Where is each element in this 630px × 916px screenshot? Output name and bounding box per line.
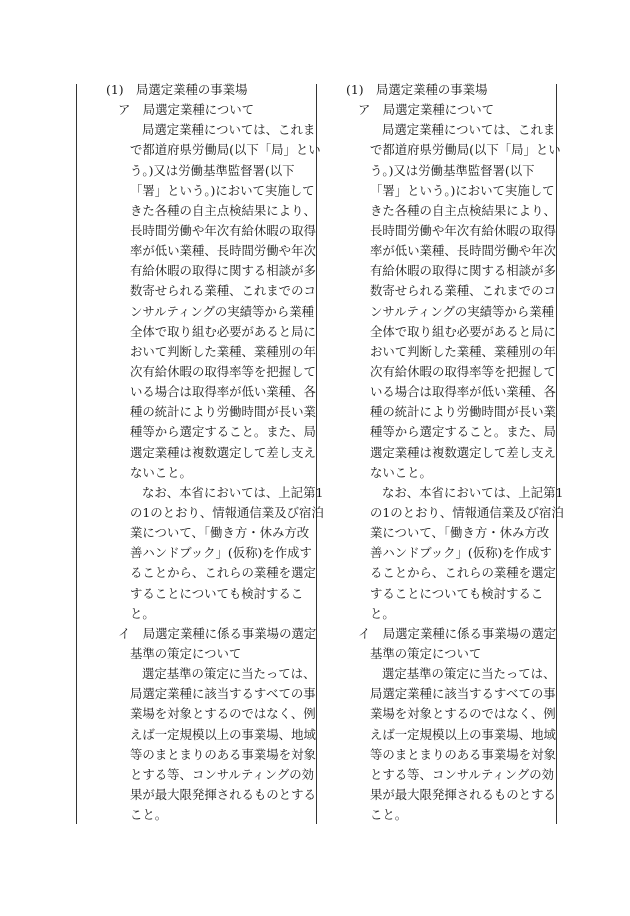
left-column xyxy=(88,80,324,825)
paragraph-line: なお、本省においては、上記第1 xyxy=(382,484,564,500)
item-a-heading: ア 局選定業種について xyxy=(358,102,495,118)
paragraph-line: いる場合は取得率が低い業種、各 xyxy=(130,384,316,400)
paragraph-line: 数寄せられる業種、これまでのコ xyxy=(130,283,316,299)
paragraph-line: えば一定規模以上の事業場、地域 xyxy=(130,726,316,742)
section-heading: (1) 局選定業種の事業場 xyxy=(106,82,248,97)
paragraph-line: 長時間労働や年次有給休暇の取得 xyxy=(130,222,316,238)
paragraph-line: 種等から選定すること。また、局 xyxy=(130,424,316,440)
paragraph-line: 率が低い業種、長時間労働や年次 xyxy=(130,243,316,259)
paragraph-line: 等のまとまりのある事業場を対象 xyxy=(130,746,316,762)
paragraph-line: ることから、これらの業種を選定 xyxy=(370,565,556,581)
paragraph-line: で都道府県労働局(以下「局」とい xyxy=(130,142,321,158)
item-b-heading: イ 局選定業種に係る事業場の選定 xyxy=(118,625,317,641)
paragraph-line: ンサルティングの実績等から業種 xyxy=(130,303,314,319)
paragraph-line: とする等、コンサルティングの効 xyxy=(130,766,314,782)
paragraph-line: 率が低い業種、長時間労働や年次 xyxy=(370,243,556,259)
paragraph-line: 選定基準の策定に当たっては、 xyxy=(142,666,316,682)
paragraph-line: きた各種の自主点検結果により、 xyxy=(370,202,556,218)
paragraph-line: 局選定業種については、これま xyxy=(382,122,556,138)
right-border-line xyxy=(556,84,557,824)
paragraph-line: 全体で取り組む必要があると局に xyxy=(130,323,316,339)
paragraph-line: う。)又は労働基準監督署(以下 xyxy=(130,162,295,178)
paragraph-line: おいて判断した業種、業種別の年 xyxy=(370,343,556,359)
item-a-heading: ア 局選定業種について xyxy=(118,102,255,118)
paragraph-line: 「署」という。)において実施して xyxy=(130,182,315,198)
item-b-heading: イ 局選定業種に係る事業場の選定 xyxy=(358,625,557,641)
paragraph-line: ないこと。 xyxy=(370,464,432,480)
paragraph-line: 種等から選定すること。また、局 xyxy=(370,424,556,440)
center-divider-line xyxy=(316,84,317,824)
paragraph-line: 局選定業種に該当するすべての事 xyxy=(370,686,556,702)
paragraph-line: 種の統計により労働時間が長い業 xyxy=(370,404,556,420)
right-column xyxy=(328,80,564,825)
paragraph-line: と。 xyxy=(370,605,395,621)
left-border-line xyxy=(76,84,77,824)
item-b-heading-continued: 基準の策定について xyxy=(130,645,242,661)
paragraph-line: することについても検討するこ xyxy=(130,585,304,601)
paragraph-line: 業について、「働き方・休み方改 xyxy=(370,525,550,541)
paragraph-line: こと。 xyxy=(370,807,408,823)
paragraph-line: 善ハンドブック」(仮称)を作成す xyxy=(130,545,312,561)
paragraph-line: 数寄せられる業種、これまでのコ xyxy=(370,283,556,299)
paragraph-line: いる場合は取得率が低い業種、各 xyxy=(370,384,556,400)
paragraph-line: う。)又は労働基準監督署(以下 xyxy=(370,162,535,178)
paragraph-line: おいて判断した業種、業種別の年 xyxy=(130,343,316,359)
paragraph-line: と。 xyxy=(130,605,155,621)
paragraph-line: 選定業種は複数選定して差し支え xyxy=(130,444,316,460)
paragraph-line: 種の統計により労働時間が長い業 xyxy=(130,404,316,420)
paragraph-line: ンサルティングの実績等から業種 xyxy=(370,303,554,319)
paragraph-line: 長時間労働や年次有給休暇の取得 xyxy=(370,222,556,238)
paragraph-line: 局選定業種については、これま xyxy=(142,122,316,138)
paragraph-line: こと。 xyxy=(130,807,168,823)
paragraph-line: きた各種の自主点検結果により、 xyxy=(130,202,316,218)
paragraph-line: 次有給休暇の取得率等を把握して xyxy=(130,363,316,379)
section-heading: (1) 局選定業種の事業場 xyxy=(346,82,488,97)
paragraph-line: 業について、「働き方・休み方改 xyxy=(130,525,310,541)
paragraph-line: 「署」という。)において実施して xyxy=(370,182,555,198)
paragraph-line: 業場を対象とするのではなく、例 xyxy=(370,706,556,722)
paragraph-line: で都道府県労働局(以下「局」とい xyxy=(370,142,561,158)
paragraph-line: 選定基準の策定に当たっては、 xyxy=(382,666,556,682)
paragraph-line: することについても検討するこ xyxy=(370,585,544,601)
paragraph-line: 選定業種は複数選定して差し支え xyxy=(370,444,556,460)
paragraph-line: とする等、コンサルティングの効 xyxy=(370,766,554,782)
paragraph-line: 局選定業種に該当するすべての事 xyxy=(130,686,316,702)
paragraph-line: の1のとおり、情報通信業及び宿泊 xyxy=(130,504,324,520)
paragraph-line: えば一定規模以上の事業場、地域 xyxy=(370,726,556,742)
paragraph-line: 果が最大限発揮されるものとする xyxy=(130,786,316,802)
paragraph-line: 善ハンドブック」(仮称)を作成す xyxy=(370,545,552,561)
paragraph-line: 果が最大限発揮されるものとする xyxy=(370,786,556,802)
paragraph-line: なお、本省においては、上記第1 xyxy=(142,484,324,500)
paragraph-line: の1のとおり、情報通信業及び宿泊 xyxy=(370,504,564,520)
paragraph-line: ることから、これらの業種を選定 xyxy=(130,565,316,581)
paragraph-line: 有給休暇の取得に関する相談が多 xyxy=(370,263,556,279)
paragraph-line: 等のまとまりのある事業場を対象 xyxy=(370,746,556,762)
paragraph-line: 有給休暇の取得に関する相談が多 xyxy=(130,263,316,279)
paragraph-line: 次有給休暇の取得率等を把握して xyxy=(370,363,556,379)
paragraph-line: 全体で取り組む必要があると局に xyxy=(370,323,556,339)
item-b-heading-continued: 基準の策定について xyxy=(370,645,482,661)
paragraph-line: 業場を対象とするのではなく、例 xyxy=(130,706,316,722)
paragraph-line: ないこと。 xyxy=(130,464,192,480)
